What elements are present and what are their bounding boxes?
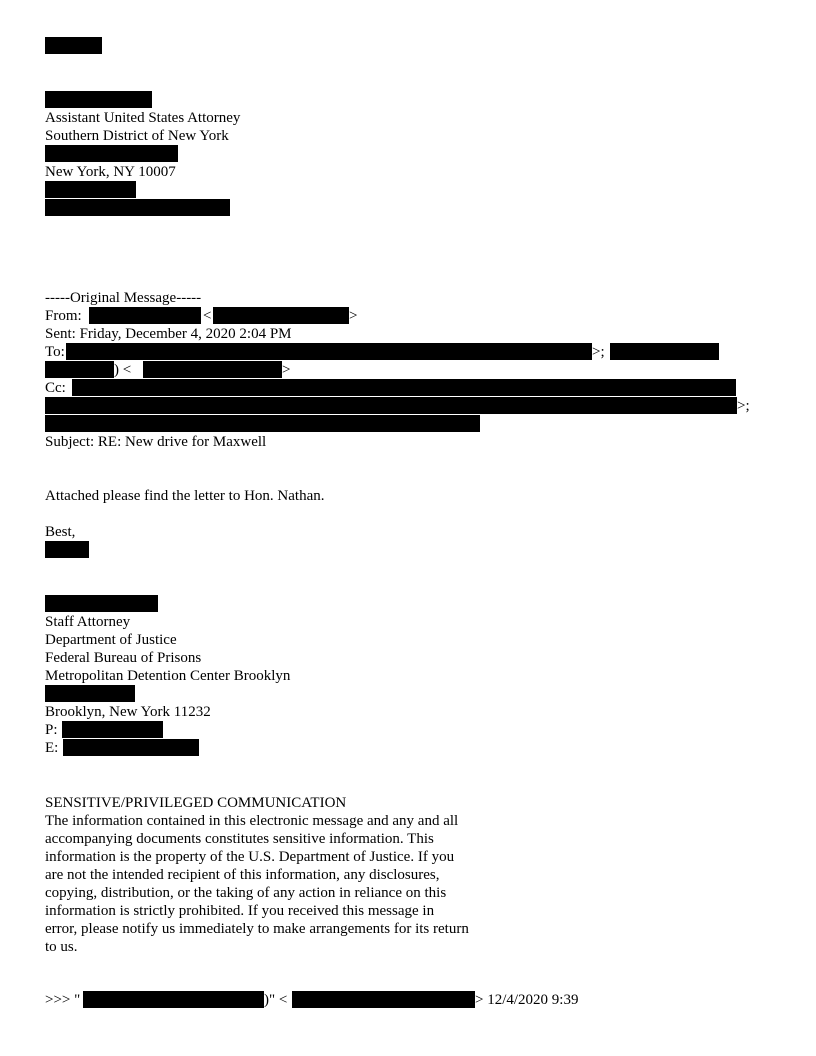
- to-label: To:: [45, 344, 65, 360]
- quoted-header-suffix: > 12/4/2020 9:39: [475, 992, 579, 1008]
- email-open-bracket: <: [203, 308, 212, 324]
- notice-line: copying, distribution, or the taking of any action in reliance on this: [45, 885, 447, 901]
- original-message-divider: -----Original Message-----: [45, 290, 202, 306]
- redaction-block: [45, 199, 230, 216]
- notice-heading: SENSITIVE/PRIVILEGED COMMUNICATION: [45, 795, 347, 811]
- cc-separator: >;: [737, 398, 750, 414]
- redaction-block: [83, 991, 264, 1008]
- notice-line: are not the intended recipient of this information, any disclosures,: [45, 867, 440, 883]
- notice-line: error, please notify us immediately to make arrangements for its return: [45, 921, 469, 937]
- redaction-block: [45, 685, 135, 702]
- to-continuation: ) <: [114, 362, 132, 378]
- notice-line: accompanying documents constitutes sensitive information. This: [45, 831, 434, 847]
- signer-facility: Metropolitan Detention Center Brooklyn: [45, 668, 291, 684]
- signer-bureau: Federal Bureau of Prisons: [45, 650, 202, 666]
- notice-line: information is the property of the U.S. Department of Justice. If you: [45, 849, 455, 865]
- redaction-block: [610, 343, 719, 360]
- redaction-block: [213, 307, 349, 324]
- redaction-block: [89, 307, 201, 324]
- notice-line: information is strictly prohibited. If you received this message in: [45, 903, 435, 919]
- redaction-block: [45, 145, 178, 162]
- message-body: Attached please find the letter to Hon. Nathan.: [45, 488, 325, 504]
- phone-label: P:: [45, 722, 58, 738]
- subject-line: Subject: RE: New drive for Maxwell: [45, 434, 267, 450]
- redaction-block: [63, 739, 199, 756]
- from-label: From:: [45, 308, 82, 324]
- signer-city: Brooklyn, New York 11232: [45, 704, 211, 720]
- email-close-bracket: >: [349, 308, 358, 324]
- redaction-block: [143, 361, 282, 378]
- email-label: E:: [45, 740, 59, 756]
- closing: Best,: [45, 524, 76, 540]
- redaction-block: [62, 721, 163, 738]
- sender-office: Southern District of New York: [45, 128, 229, 144]
- redaction-block: [66, 343, 592, 360]
- redaction-block: [72, 379, 736, 396]
- quoted-header-mid: )" <: [264, 992, 288, 1008]
- redaction-block: [45, 91, 152, 108]
- redaction-block: [45, 595, 158, 612]
- cc-label: Cc:: [45, 380, 66, 396]
- notice-line: to us.: [45, 939, 78, 955]
- confidentiality-notice: [45, 794, 515, 956]
- sender-title: Assistant United States Attorney: [45, 110, 241, 126]
- sender-city: New York, NY 10007: [45, 164, 176, 180]
- email-close-bracket: >: [282, 362, 291, 378]
- redaction-block: [45, 181, 136, 198]
- redaction-block: [45, 361, 114, 378]
- redaction-block: [45, 541, 89, 558]
- redaction-block: [45, 397, 737, 414]
- sent-line: Sent: Friday, December 4, 2020 2:04 PM: [45, 326, 292, 342]
- redaction-block: [45, 415, 480, 432]
- to-separator: >;: [592, 344, 605, 360]
- quoted-header-prefix: >>> ": [45, 992, 81, 1008]
- signer-department: Department of Justice: [45, 632, 177, 648]
- signer-title: Staff Attorney: [45, 614, 131, 630]
- redaction-block: [292, 991, 475, 1008]
- redaction-block: [45, 37, 102, 54]
- notice-line: The information contained in this electronic message and any and all: [45, 813, 459, 829]
